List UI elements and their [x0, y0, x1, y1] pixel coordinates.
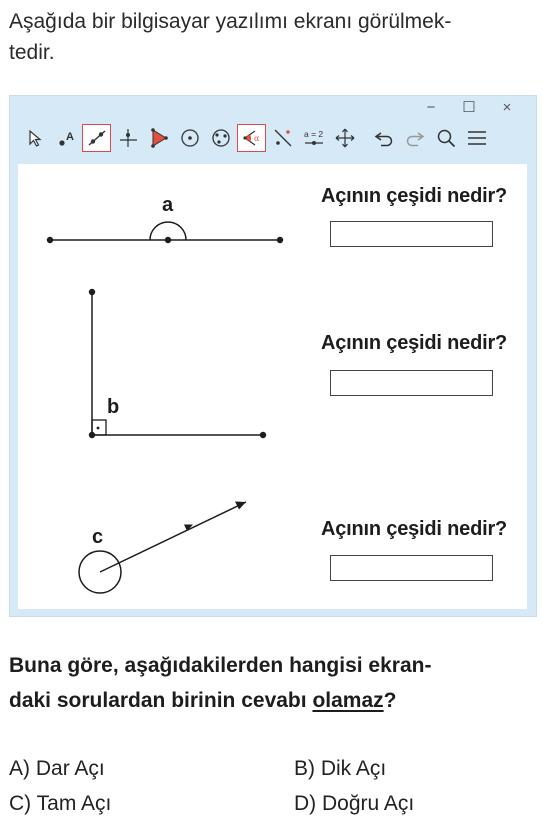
angle-b-vertex: [89, 432, 95, 438]
redo-button[interactable]: [400, 124, 429, 152]
circle-three-points-icon: [210, 127, 232, 149]
perpendicular-line-icon: [117, 127, 139, 149]
answer-box-2[interactable]: [330, 370, 493, 396]
option-c[interactable]: [9, 792, 111, 816]
undo-icon: [373, 127, 395, 149]
angle-a-point-right: [277, 237, 283, 243]
svg-text:α: α: [253, 134, 259, 143]
line-tool[interactable]: [82, 124, 111, 152]
search-icon: [435, 127, 457, 149]
straight-angle-a: [47, 222, 283, 243]
slider-text: a = 2: [303, 129, 323, 139]
point-icon: [55, 127, 77, 149]
menu-icon: [466, 127, 488, 149]
drawing-canvas[interactable]: [18, 164, 527, 609]
reflect-icon: [272, 127, 294, 149]
maximize-button[interactable]: ☐: [462, 99, 476, 116]
option-d-text: Doğru Açı: [322, 792, 415, 815]
menu-button[interactable]: [462, 124, 491, 152]
intro-line-2: tedir.: [9, 41, 55, 64]
circle-center-icon: [179, 127, 201, 149]
line-icon: [86, 127, 108, 149]
angle-b-point-right: [260, 432, 266, 438]
question-label-3: Açının çeşidi nedir?: [321, 518, 508, 540]
circle-center-tool[interactable]: [175, 124, 204, 152]
angle-a-point-left: [47, 237, 53, 243]
move-view-tool[interactable]: [330, 124, 359, 152]
move-view-icon: [334, 127, 356, 149]
option-a[interactable]: [9, 757, 105, 781]
option-c-letter: C): [9, 792, 32, 815]
circle-three-points-tool[interactable]: [206, 124, 235, 152]
answer-box-1[interactable]: [330, 221, 493, 247]
question-mark: ?: [383, 689, 397, 712]
window-controls: [412, 99, 526, 117]
close-button[interactable]: ×: [502, 99, 512, 116]
angle-label-a: a: [162, 194, 174, 216]
angle-icon: [241, 127, 263, 149]
angle-b-point-top: [89, 289, 95, 295]
angle-a-vertex: [165, 237, 171, 243]
angle-label-c: c: [92, 526, 104, 548]
polygon-tool[interactable]: [144, 124, 173, 152]
option-d-letter: D): [294, 792, 317, 815]
option-a-letter: A): [9, 757, 30, 780]
slider-icon: [303, 127, 325, 149]
question-emphasis: olamaz: [312, 689, 384, 712]
question-line-2-start: daki sorulardan birinin cevabı: [9, 689, 313, 712]
software-window: [9, 95, 537, 617]
point-tool[interactable]: [51, 124, 80, 152]
angle-label-b: b: [107, 396, 120, 418]
minimize-button[interactable]: −: [426, 99, 436, 116]
option-b-text: Dik Açı: [320, 757, 387, 780]
question-line-2: [9, 683, 541, 718]
full-angle-c: [79, 502, 246, 594]
option-a-text: Dar Açı: [35, 757, 105, 780]
perpendicular-line-tool[interactable]: [113, 124, 142, 152]
angle-tool[interactable]: [237, 124, 266, 152]
intro-line-1: Aşağıda bir bilgisayar yazılımı ekranı görülmek-: [9, 10, 452, 33]
move-arrow-tool[interactable]: [20, 124, 49, 152]
question-text: [9, 648, 541, 718]
option-c-text: Tam Açı: [36, 792, 112, 815]
option-b-letter: B): [294, 757, 315, 780]
move-arrow-icon: [24, 127, 46, 149]
slider-tool[interactable]: [299, 124, 328, 152]
intro-text: [9, 6, 539, 68]
polygon-icon: [148, 127, 170, 149]
option-b[interactable]: [294, 757, 386, 781]
question-line-1: Buna göre, aşağıdakilerden hangisi ekran-: [9, 654, 432, 677]
option-d[interactable]: [294, 792, 414, 816]
toolbar: [20, 124, 493, 152]
reflect-tool[interactable]: [268, 124, 297, 152]
search-button[interactable]: [431, 124, 460, 152]
question-label-1: Açının çeşidi nedir?: [321, 185, 508, 207]
answer-box-3[interactable]: [330, 555, 493, 581]
question-label-2: Açının çeşidi nedir?: [321, 332, 508, 354]
undo-button[interactable]: [369, 124, 398, 152]
redo-icon: [404, 127, 426, 149]
svg-text:A: A: [65, 131, 74, 143]
